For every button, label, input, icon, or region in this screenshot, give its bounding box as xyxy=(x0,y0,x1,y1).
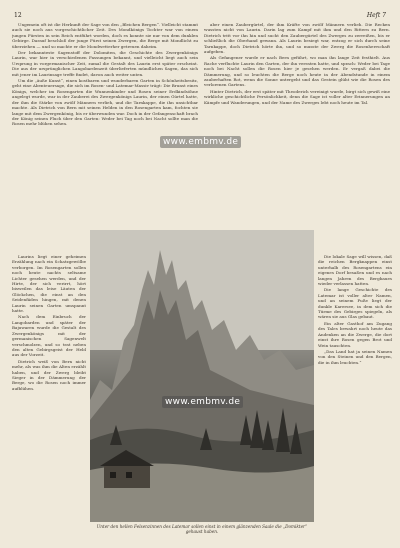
text-column-narrow-right xyxy=(318,254,392,539)
paragraph: Laurins liegt einer geheimen Erzählung nach ein Schatzgewölbe verborgen. Im Rosengarten sollen noch heute nachts seltsame Lichter gesehen werden, und der Hirte, der sich verirrt, hört bisweilen das leise Läuten der Glöckchen, die einst an den Seidenfäden hingen, mit denen Laurin seinen Garten umspannt hatte. xyxy=(12,254,86,314)
paragraph: „Das Land hat ja seinen Namen von den Steinen und den Bergen, die in ihm leuchten.“ xyxy=(318,348,392,365)
photo-caption: Unter den hellen Felsenzinnen des Latemar sollen einst in einem glänzenden Saale die „Domikter“ gehaust haben. xyxy=(96,524,308,534)
paragraph: Ungemein oft ist die Herkunft der Sage von den „Bleichen Bergen“. Vielleicht stammt auch sie noch aus vorgeschichtlicher Zeit. Des Mondkönigs Tochter war von einem jungen Fürsten in sein Reich entführt worden, doch es konnte sie nur von dem dunklen Gebirge. Darauf beschloß der junge Fürst seinen Zwergen, die Berge mit Mondlicht zu überziehen — und so machte er die Mondwetterher getreuen daheim. xyxy=(12,22,198,49)
page-number: 12 xyxy=(14,12,22,19)
watermark: www.embmv.de xyxy=(160,136,241,148)
paragraph: Als Gefangener wurde er nach Bern geführt, wo man ihn lange Zeit festhielt. Aus Rache verfluchte Laurin den Garten, der ihn verraten hatte, und sprach: Weder bei Tage noch bei Nacht sollen die Rosen hier je gesehen werden. Er vergaß dabei die Dämmerung, und so leuchten die Berge noch heute in der Abendstunde in einem zauberhaften Rot, wenn die Sonne untergeht und das Gestein glüht wie die Rosen des verlorenen Gartens. xyxy=(204,55,390,88)
watermark: www.embmv.de xyxy=(162,396,243,408)
paragraph: aber einen Zaubergürtel, der ihm Kräfte von zwölf Männern verlieh. Die Recken wussten nicht von Laurin. Darin lag zum Kampf mit ihm und den Rittern zu Bern. Dietrich tritt vor ihn hin und sucht den Zaubergürtel des Zwerges zu zerreißen, bis er schließlich die Oberhand gewann. Als Laurin besiegt war, entzog er sich durch seine Tarnkappe, doch Dietrich hörte ihn, und so musste der Zwerg die Rosenherrschaft aufgeben. xyxy=(204,22,390,55)
mountain-photo xyxy=(90,230,314,522)
paragraph: Hinter Dietrich, der erst später mit Theoderich vereinigt wurde, birgt sich gewiß eine wirkliche geschichtliche Persönlichkeit, denn die Sage ist voller alter Erinnerungen an Kämpfe und Wanderungen, und der Name des Zwerges lebt noch heute im Tal. xyxy=(204,88,390,105)
mountain-illustration xyxy=(90,230,314,522)
running-head: Heft 7 xyxy=(366,12,386,19)
paragraph: Der bekannteste Sagenstoff der Dolomiten, die Geschichte des Zwergenkönigs Laurin, war hier in verschiedenen Fassungen bekannt, und vielleicht liegt auch sein Ursprung in vorgermanischer Zeit, zumal die Gestalt des Laurin erst später erscheint. Die aus der ursprünglichen Langobardenzeit überlieferten mündlichen Sagen, das sich mit jener im Laurinsage treffe findet, davon auch weiter unten. xyxy=(12,50,198,77)
paragraph: Die lokale Sage will wissen, daß die reichen Bergknappen einst unterhalb des Rosengartens ein eigenes Dorf besaßen und es nach langen Jahren des Bergbaues wieder verlassen hatten. xyxy=(318,254,392,287)
paragraph: Die lange Geschichte des Latemar ist voller alter Namen, und an seinem Fuße liegt der dunkle Karersee, in dem sich die Türme des Gebirges spiegeln, als wären sie aus Glas gebaut. xyxy=(318,287,392,320)
paragraph: Nach dem Einbruch der Langobarden und später der Bajuwaren wurde die Gestalt des Zwergenkönigs mit der germanischen Sagenwelt verschmolzen, und so trat neben den alten Gebirgsgeist der Held aus der Vorzeit. xyxy=(12,314,86,358)
page-header xyxy=(14,12,386,22)
text-column-narrow-left xyxy=(12,254,86,539)
paragraph: Um die „äuße Kunst“, einen kostbaren und wunderbaren Garten in Schönheitsbesitz, geht eine Abenteuersage, die sich im Rosen- und Latemar-Massiv trägt: Die Brunst eines Königs, welcher im Rosengarten die Wunnenkinder und Rosen seiner Erdkindsöhne angelegt wurde, war in der Zauberei des Zwergenkönigs Laurin, der einen Gürtel hatte, der ihm die Stärke von zwölf Männern verlieh, und die Tarnkappe, die ihn unsichtbar machte. Als Dietrich von Bern mit seinen Helden in den Rosengarten kam, fochten sie lange mit dem Zwergenkönig, bis er überwunden war. Doch in der Gefangenschaft brach der König seinen Fluch über den Garten: Weder bei Tag noch bei Nacht sollte man die Rosen mehr blühen sehen. xyxy=(12,78,198,127)
paragraph: Dietrich weiß von Bern nicht mehr, als was ihm die Alten erzählt haben, und der Zwerg bleibt Sieger in der Dämmerung der Berge, wo die Rosen noch immer aufblühen. xyxy=(12,358,86,391)
paragraph: Ein alter Gasthof am Zugang des Tales bewahrt noch heute das Andenken an die Zwerge, die dort einst ihre Rosen gegen Brot und Wein tauschten. xyxy=(318,320,392,348)
